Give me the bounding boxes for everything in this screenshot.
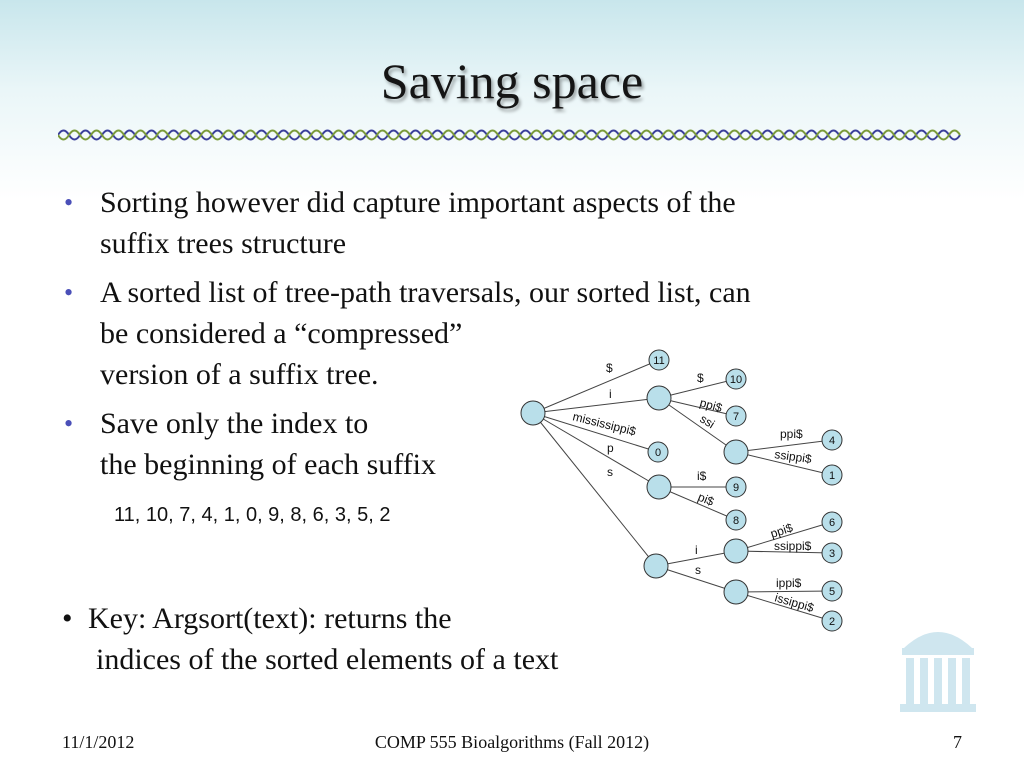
tree-internal-node xyxy=(647,386,671,410)
bullet-dot: • xyxy=(64,188,74,217)
leaf-label: 7 xyxy=(732,411,740,423)
tree-leaf-node xyxy=(822,543,842,563)
leaf-label: 1 xyxy=(828,470,836,482)
leaf-label: 0 xyxy=(654,447,662,459)
bullet-line: A sorted list of tree-path traversals, our sorted list, can xyxy=(100,276,751,309)
tree-leaf-node xyxy=(822,512,842,532)
edge-label: p xyxy=(607,441,614,455)
tree-leaf-node xyxy=(822,611,842,631)
tree-edge xyxy=(659,398,736,452)
edge-label: ppi$ xyxy=(698,395,724,416)
edge-label: ppi$ xyxy=(768,520,795,541)
bullet-dot: • xyxy=(62,602,73,635)
leaf-label: 8 xyxy=(732,515,740,527)
leaf-label: 9 xyxy=(732,482,740,494)
tree-leaf-node xyxy=(822,465,842,485)
leaf-label: 6 xyxy=(828,517,836,529)
bullet-line: the beginning of each suffix xyxy=(100,448,437,481)
bullet-line: Sorting however did capture important aspects of the xyxy=(100,186,736,219)
key-line-1: Key: Argsort(text): returns the xyxy=(88,602,452,635)
leaf-label: 11 xyxy=(653,355,665,367)
tree-leaf-node xyxy=(822,581,842,601)
edge-label: mississippi$ xyxy=(571,409,638,439)
edge-label: ssippi$ xyxy=(774,539,812,553)
old-well-logo-watermark xyxy=(898,622,978,714)
footer-date: 11/1/2012 xyxy=(62,732,135,752)
tree-internal-node xyxy=(724,580,748,604)
bullet-line: suffix trees structure xyxy=(100,227,347,260)
tree-leaf-node xyxy=(726,477,746,497)
bullet-line: be considered a “compressed” xyxy=(100,317,463,350)
tree-leaf-node xyxy=(726,406,746,426)
tree-leaf-node xyxy=(822,430,842,450)
tree-leaf-node xyxy=(648,442,668,462)
tree-leaf-node xyxy=(726,369,746,389)
suffix-index-list: 11, 10, 7, 4, 1, 0, 9, 8, 6, 3, 5, 2 xyxy=(114,504,391,526)
suffix-tree-diagram xyxy=(510,345,860,645)
edge-label: ippi$ xyxy=(776,576,802,590)
tree-leaf-node xyxy=(726,510,746,530)
slide-title: Saving space xyxy=(380,53,644,109)
leaf-label: 10 xyxy=(729,374,743,386)
edge-label: ssippi$ xyxy=(773,447,813,467)
bullet-item xyxy=(64,182,944,264)
edge-label: i xyxy=(695,543,698,557)
footer-course: COMP 555 Bioalgorithms (Fall 2012) xyxy=(374,732,650,752)
tree-root-node xyxy=(521,401,545,425)
edge-label: ssi xyxy=(697,411,718,432)
key-bullet xyxy=(62,598,558,680)
bullet-dot: • xyxy=(64,409,74,438)
tree-edge xyxy=(533,413,656,566)
edge-label: s xyxy=(607,465,613,479)
edge-label: i xyxy=(609,387,612,401)
edge-label: i$ xyxy=(697,469,707,483)
key-line-2: indices of the sorted elements of a text xyxy=(96,643,559,676)
tree-internal-node xyxy=(647,475,671,499)
edge-label: s xyxy=(695,563,701,577)
edge-label: issippi$ xyxy=(773,590,816,615)
footer-page-number: 7 xyxy=(953,732,962,752)
edge-label: $ xyxy=(606,361,613,375)
edge-label: ppi$ xyxy=(780,427,803,441)
tree-internal-node xyxy=(724,539,748,563)
tree-leaf-node xyxy=(649,350,669,370)
bullet-line: Save only the index to xyxy=(100,407,369,440)
edge-label: $ xyxy=(697,371,704,385)
tree-internal-node xyxy=(724,440,748,464)
leaf-label: 3 xyxy=(828,548,836,560)
leaf-label: 2 xyxy=(828,616,836,628)
bullet-dot: • xyxy=(64,278,74,307)
tree-edge xyxy=(659,487,736,520)
bullet-line: version of a suffix tree. xyxy=(100,358,379,391)
edge-label: pi$ xyxy=(695,489,716,509)
leaf-label: 4 xyxy=(828,435,836,447)
dna-divider-decoration xyxy=(58,126,966,144)
leaf-label: 5 xyxy=(828,586,836,598)
tree-internal-node xyxy=(644,554,668,578)
